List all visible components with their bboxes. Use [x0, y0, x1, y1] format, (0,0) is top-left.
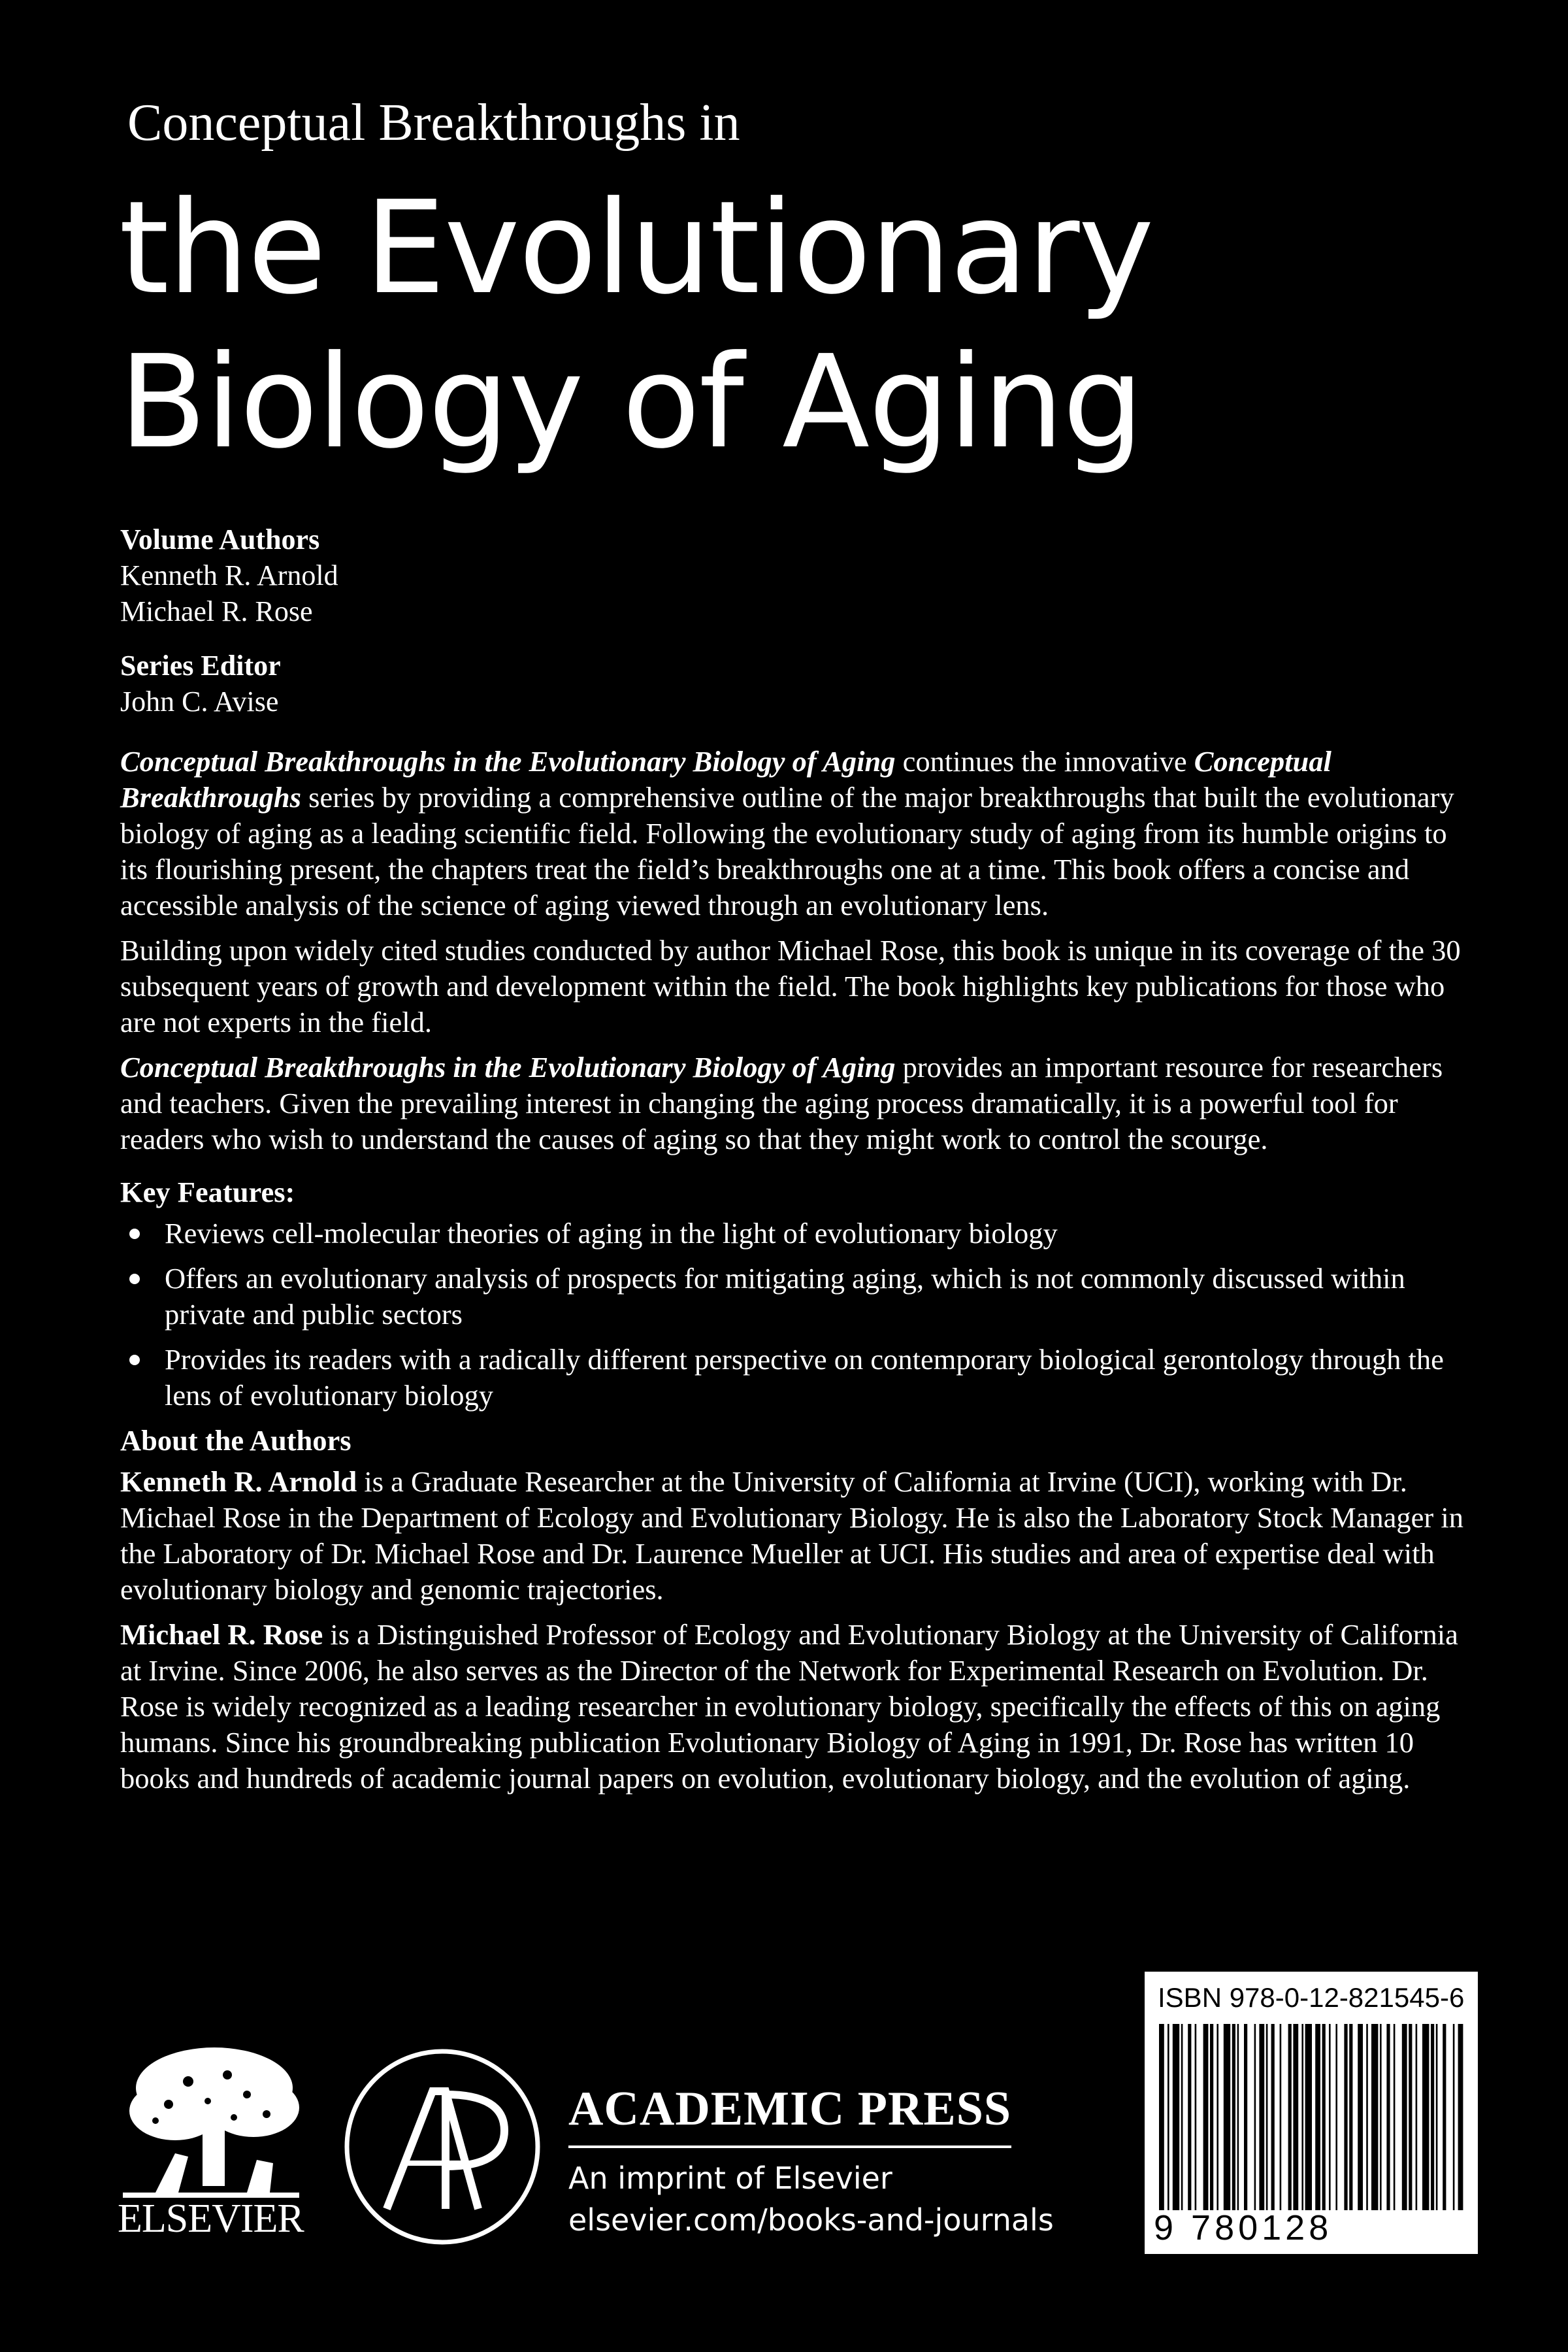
academic-press-text: [568, 2081, 1054, 2241]
description-paragraph-3: [120, 1050, 1479, 1157]
barcode-bar: [1159, 2024, 1164, 2210]
series-editor-label: Series Editor: [120, 650, 281, 682]
barcode-bar: [1443, 2024, 1446, 2210]
barcode-bar: [1453, 2024, 1455, 2210]
barcode-bar: [1254, 2024, 1256, 2210]
barcode-bar: [1322, 2024, 1326, 2210]
author-bio-text: is a Graduate Researcher at the University of California at Irvine (UCI), working with Dr. Michael Rose in the Department of Ecology and Evolutionary Biology. He is also the Laboratory Stock Manager in the Laboratory of Dr. Michael Rose and Dr. Laurence Mueller at UCI. His studies and area of expertise deal with evolutionary biology and genomic trajectories.: [120, 1465, 1463, 1606]
paragraph-text: series by providing a comprehensive outline of the major breakthroughs that built the evolutionary biology of aging as a leading scientific field. Following the evolutionary study of aging from its humble origins to its flourishing present, the chapters treat the field’s breakthroughs one at a time. This book offers a concise and accessible analysis of the science of aging viewed through an evolutionary lens.: [120, 781, 1454, 921]
barcode-bar: [1380, 2024, 1382, 2210]
barcode-bar: [1188, 2024, 1191, 2210]
paragraph-text: continues the innovative: [895, 745, 1194, 778]
list-item: Provides its readers with a radically different perspective on contemporary biological gerontology through the lens of evolutionary biology: [120, 1342, 1479, 1414]
author-bio-1: [120, 1464, 1479, 1608]
barcode-bar: [1173, 2024, 1179, 2210]
book-title-line-2: Biology of Aging: [119, 328, 1143, 477]
book-title: [119, 171, 1153, 480]
elsevier-wordmark: ELSEVIER: [118, 2196, 304, 2241]
barcode-bar: [1358, 2024, 1363, 2210]
author-bio-2: [120, 1617, 1479, 1797]
barcode-bar: [1288, 2024, 1292, 2210]
about-authors-heading: About the Authors: [120, 1424, 351, 1457]
barcode-bar: [1301, 2024, 1303, 2210]
list-item: Reviews cell-molecular theories of aging in the light of evolutionary biology: [120, 1216, 1479, 1251]
volume-authors-block: [120, 522, 774, 629]
barcode-bar: [1416, 2024, 1418, 2210]
barcode-bar: [1244, 2024, 1247, 2210]
barcode-bar: [1181, 2024, 1183, 2210]
isbn-barcode: [1145, 1972, 1478, 2287]
barcode-bar: [1422, 2024, 1429, 2210]
barcode-bar: [1394, 2024, 1396, 2210]
book-title-inline: Conceptual Breakthroughs in the Evolutionary Biology of Aging: [120, 1051, 896, 1084]
key-features-heading: Key Features:: [120, 1176, 295, 1208]
description-paragraph-2: Building upon widely cited studies conducted by author Michael Rose, this book is unique in its coverage of the 30 subsequent years of growth and development within the field. The book highlights key publications for those who are not experts in the field.: [120, 934, 1461, 1038]
paragraph-text: provides an important resource for researchers and teachers. Given the prevailing interest in changing the aging process dramatically, it is a powerful tool for readers who wish to understand the causes of aging so that they might work to control the scourge.: [120, 1051, 1443, 1155]
book-title-inline: Conceptual Breakthroughs in the Evolutionary Biology of Aging: [120, 745, 896, 778]
volume-authors-label: Volume Authors: [120, 523, 320, 555]
barcode-bar: [1458, 2024, 1463, 2210]
barcode-bar: [1237, 2024, 1239, 2210]
barcode-bar: [1259, 2024, 1264, 2210]
barcode-bar: [1210, 2024, 1213, 2210]
barcode-bar: [1402, 2024, 1407, 2210]
barcode-bar: [1293, 2024, 1298, 2210]
barcode-bar: [1371, 2024, 1378, 2210]
barcode-bar: [1315, 2024, 1320, 2210]
list-item: Offers an evolutionary analysis of prospects for mitigating aging, which is not commonly discussed within private and public sectors: [120, 1261, 1479, 1333]
academic-press-name: ACADEMIC PRESS: [568, 2081, 1011, 2148]
barcode-bar: [1266, 2024, 1268, 2210]
volume-author: Kenneth R. Arnold: [120, 559, 338, 591]
credits: [120, 522, 774, 738]
barcode-bar: [1224, 2024, 1230, 2210]
barcode-bar: [1232, 2024, 1235, 2210]
barcode-bar: [1386, 2024, 1390, 2210]
barcode-bar: [1366, 2024, 1368, 2210]
book-title-line-1: the Evolutionary: [119, 174, 1153, 323]
publisher-url: elsevier.com/books-and-journals: [568, 2202, 1054, 2238]
key-features-list: [120, 1216, 1479, 1414]
barcode-bar: [1305, 2024, 1312, 2210]
barcode-bars: [1156, 2024, 1466, 2213]
barcode-bar: [1431, 2024, 1434, 2210]
imprint-line: An imprint of Elsevier: [568, 2161, 892, 2196]
barcode-bar: [1271, 2024, 1275, 2210]
description-body: [120, 744, 1479, 1806]
series-name-inline: Conceptual Breakthroughs: [120, 745, 1331, 814]
barcode-bar: [1344, 2024, 1347, 2210]
barcode-bar: [1349, 2024, 1352, 2210]
author-name: Kenneth R. Arnold: [120, 1465, 357, 1498]
series-title: Conceptual Breakthroughs in: [127, 94, 740, 152]
barcode-bar: [1203, 2024, 1209, 2210]
barcode-bar: [1335, 2024, 1337, 2210]
barcode-number: 9 780128 215456: [1154, 2208, 1333, 2287]
barcode-bar: [1409, 2024, 1412, 2210]
barcode-bar: [1280, 2024, 1282, 2210]
barcode-bar: [1168, 2024, 1169, 2210]
volume-author: Michael R. Rose: [120, 595, 313, 627]
series-editor: John C. Avise: [120, 686, 279, 718]
description-paragraph-1: [120, 744, 1479, 923]
series-editor-block: [120, 648, 774, 720]
barcode-bar: [1329, 2024, 1331, 2210]
isbn-label: ISBN 978-0-12-821545-6: [1158, 1982, 1465, 2013]
author-name: Michael R. Rose: [120, 1618, 323, 1651]
ap-monogram-icon: [341, 2046, 544, 2248]
barcode-bar: [1217, 2024, 1218, 2210]
barcode-bar: [1436, 2024, 1438, 2210]
author-bio-text: is a Distinguished Professor of Ecology and Evolutionary Biology at the University of California at Irvine. Since 2006, he also serves as the Director of the Network for Experimental Research on Evolution. Dr. Rose is widely recognized as a leading researcher in evolutionary biology, specifically the effects of this on aging humans. Since his groundbreaking publication Evolutionary Biology of Aging in 1991, Dr. Rose has written 10 books and hundreds of academic journal papers on evolution, evolutionary biology, and the evolution of aging.: [120, 1618, 1458, 1795]
barcode-bar: [1195, 2024, 1197, 2210]
